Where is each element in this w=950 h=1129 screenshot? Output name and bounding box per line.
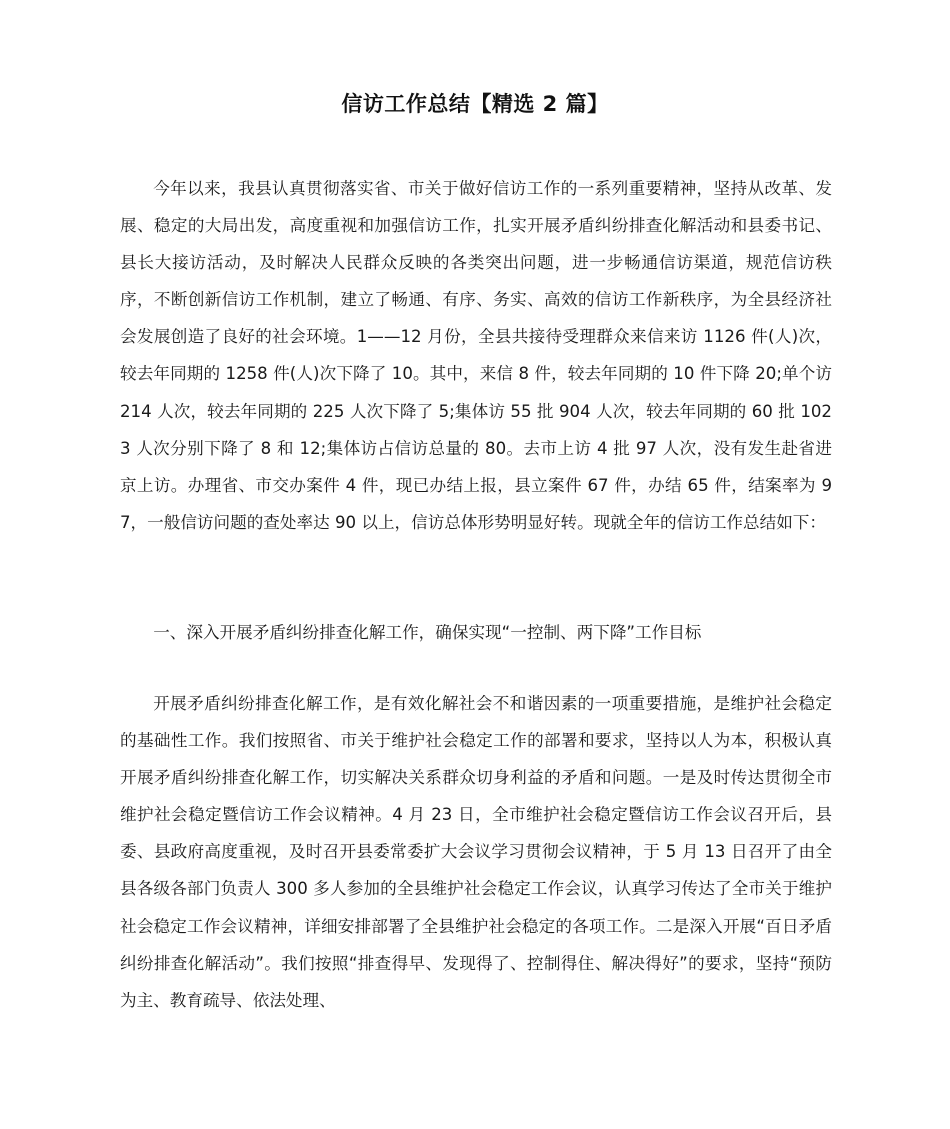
body-paragraph: 今年以来，我县认真贯彻落实省、市关于做好信访工作的一系列重要精神，坚持从改革、发展、稳定的大局出发，高度重视和加强信访工作，扎实开展矛盾纠纷排查化解活动和县委书记、县长大接访活动，及时解决人民群众反映的各类突出问题，进一步畅通信访渠道，规范信访秩序，不断创新信访工作机制，建立了畅通、有序、务实、高效的信访工作新秩序，为全县经济社会发展创造了良好的社会环境。1——12 月份，全县共接待受理群众来信来访 1126 件(人)次，较去年同期的 1258 件(人)次下降了 10。其中，来信 8 件，较去年同期的 10 件下降 20;单个访 214 人次，较去年同期的 225 人次下降了 5;集体访 55 批 904 人次，较去年同期的 60 批 1023 人次分别下降了 8 和 12;集体访占信访总量的 80。去市上访 4 批 97 人次，没有发生赴省进京上访。办理省、市交办案件 4 件，现已办结上报，县立案件 67 件，办结 65 件，结案率为 97，一般信访问题的查处率达 90 以上，信访总体形势明显好转。现就全年的信访工作总结如下： [120,179,832,532]
document-title: 信访工作总结【精选 2 篇】 [341,92,609,116]
body-paragraph: 开展矛盾纠纷排查化解工作，是有效化解社会不和谐因素的一项重要措施，是维护社会稳定的基础性工作。我们按照省、市关于维护社会稳定工作的部署和要求，坚持以人为本，积极认真开展矛盾纠纷排查化解工作，切实解决关系群众切身利益的矛盾和问题。一是及时传达贯彻全市维护社会稳定暨信访工作会议精神。4 月 23 日，全市维护社会稳定暨信访工作会议召开后，县委、县政府高度重视，及时召开县委常委扩大会议学习贯彻会议精神，于 5 月 13 日召开了由全县各级各部门负责人 300 多人参加的全县维护社会稳定工作会议，认真学习传达了全市关于维护社会稳定工作会议精神，详细安排部署了全县维护社会稳定的各项工作。二是深入开展“百日矛盾纠纷排查化解活动”。我们按照“排查得早、发现得了、控制得住、解决得好”的要求，坚持“预防为主、教育疏导、依法处理、 [120,694,832,1010]
section-heading: 一、深入开展矛盾纠纷排查化解工作，确保实现“一控制、两下降”工作目标 [153,623,702,642]
